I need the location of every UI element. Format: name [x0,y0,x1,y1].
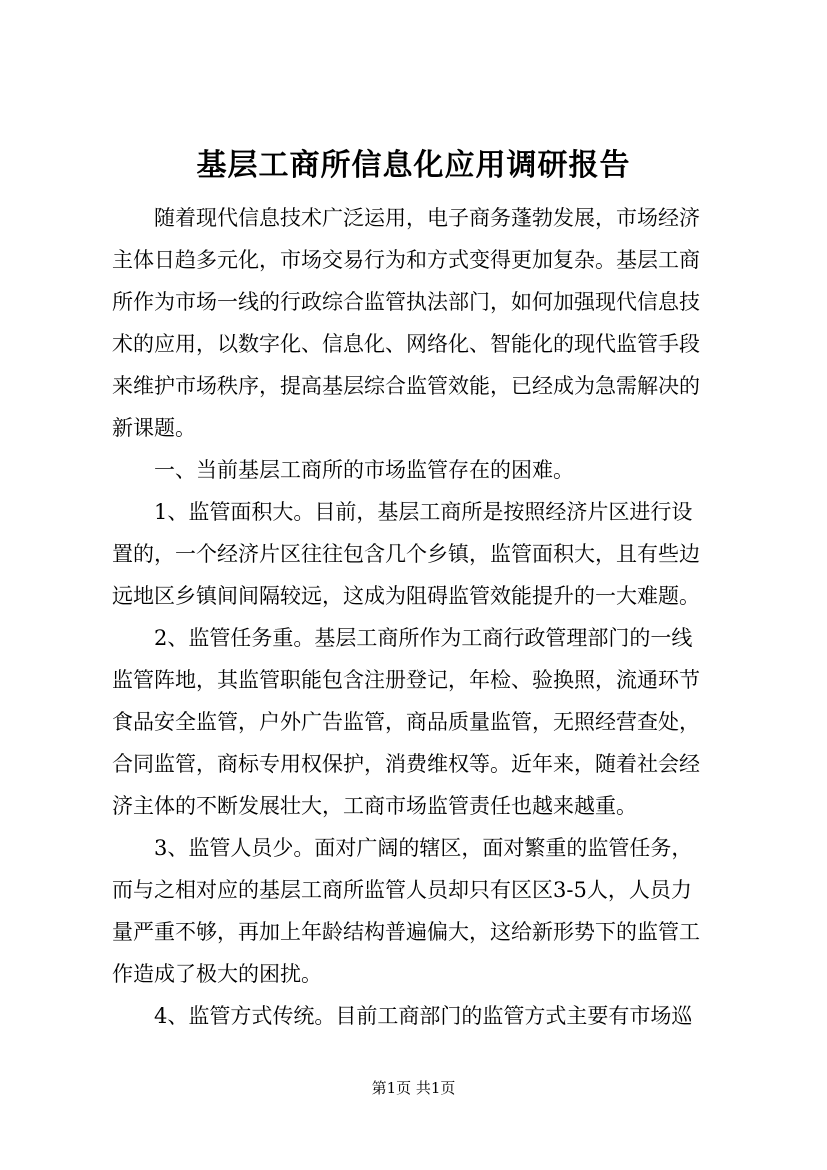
body-line: 监管阵地，其监管职能包含注册登记，年检、验换照，流通环节 [112,668,700,692]
body-line: 远地区乡镇间间隔较远，这成为阻碍监管效能提升的一大难题。 [112,584,700,608]
body-line: 随着现代信息技术广泛运用，电子商务蓬勃发展，市场经济 [154,206,700,230]
body-line: 来维护市场秩序，提高基层综合监管效能，已经成为急需解决的 [112,374,700,398]
body-line: 术的应用，以数字化、信息化、网络化、智能化的现代监管手段 [112,332,700,356]
body-line: 1、监管面积大。目前，基层工商所是按照经济片区进行设 [154,500,693,524]
page-footer: 第1页 共1页 [371,1079,456,1097]
body-line: 新课题。 [112,416,196,440]
body-line: 置的，一个经济片区往往包含几个乡镇，监管面积大，且有些边 [112,542,700,566]
body-line: 量严重不够，再加上年龄结构普遍偏大，这给新形势下的监管工 [112,920,700,944]
body-line: 主体日趋多元化，市场交易行为和方式变得更加复杂。基层工商 [112,248,700,272]
document-title: 基层工商所信息化应用调研报告 [196,148,631,183]
body-line: 4、监管方式传统。目前工商部门的监管方式主要有市场巡 [154,1004,693,1028]
body-line: 济主体的不断发展壮大，工商市场监管责任也越来越重。 [112,794,637,818]
body-line: 食品安全监管，户外广告监管，商品质量监管，无照经营查处， [112,710,700,734]
section-heading: 一、当前基层工商所的市场监管存在的困难。 [154,458,574,482]
body-line: 3、监管人员少。面对广阔的辖区，面对繁重的监管任务， [154,836,693,860]
body-line: 所作为市场一线的行政综合监管执法部门，如何加强现代信息技 [112,290,700,314]
body-line: 作造成了极大的困扰。 [112,962,322,986]
body-line: 2、监管任务重。基层工商所作为工商行政管理部门的一线 [154,626,693,650]
body-line: 而与之相对应的基层工商所监管人员却只有区区3-5人，人员力 [112,878,692,902]
body-line: 合同监管，商标专用权保护，消费维权等。近年来，随着社会经 [112,752,700,776]
